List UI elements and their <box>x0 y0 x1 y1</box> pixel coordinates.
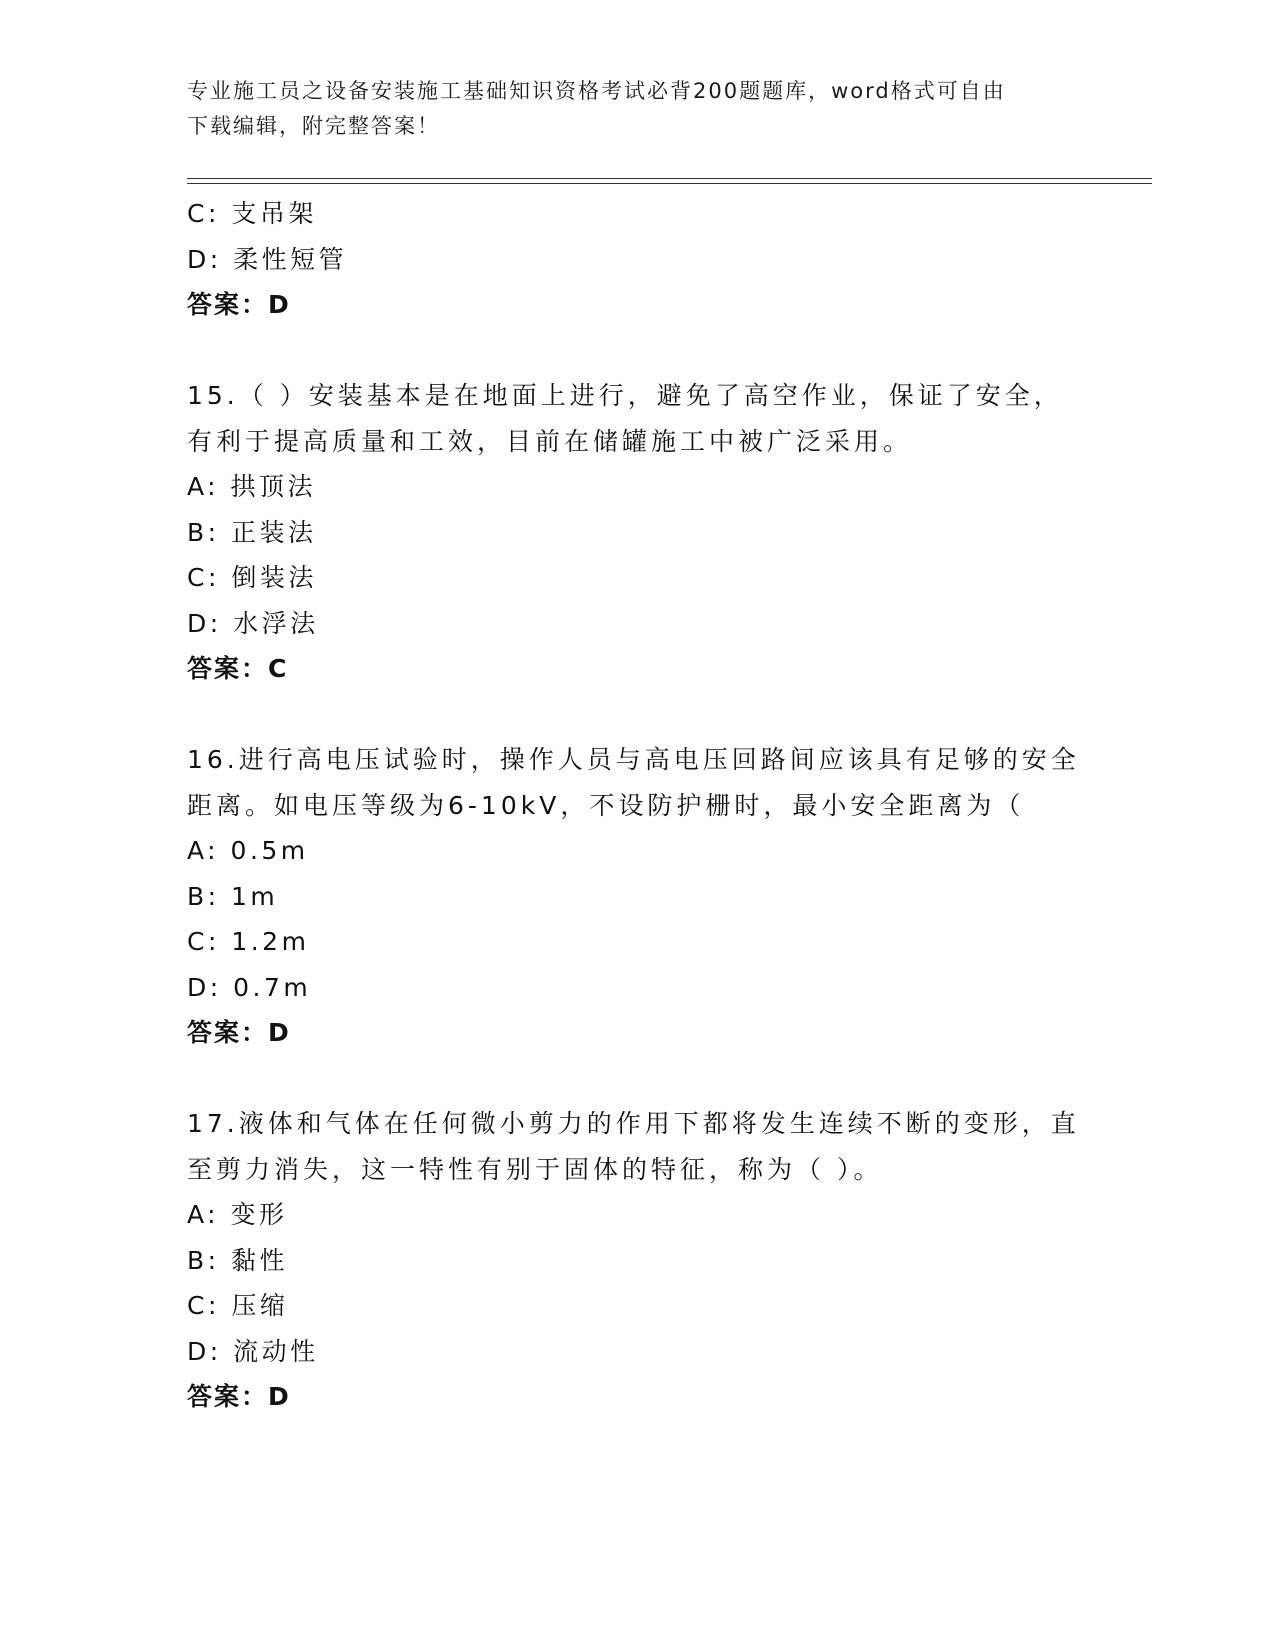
option-d: D: 柔性短管 <box>187 244 348 274</box>
option-d: D: 0.7m <box>187 972 312 1002</box>
question-stem <box>187 373 1087 464</box>
question-stem <box>187 737 1087 828</box>
option-a: A: 拱顶法 <box>187 472 317 501</box>
question-stem-line: 16.进行高电压试验时，操作人员与高电压回路间应该具有足够的安全 <box>187 745 1080 774</box>
header-line-2: 下载编辑，附完整答案！ <box>187 114 440 138</box>
option-d: D: 流动性 <box>187 1336 319 1366</box>
option-c: C: 压缩 <box>187 1291 289 1320</box>
header-line-1: 专业施工员之设备安装施工基础知识资格考试必背200题题库，word格式可自由 <box>187 79 1006 103</box>
question-stem <box>187 1101 1087 1192</box>
question-stem-line: 至剪力消失，这一特性有别于固体的特征，称为（ ）。 <box>187 1154 883 1184</box>
question-16 <box>187 737 1087 1056</box>
option-a: A: 0.5m <box>187 836 309 865</box>
answer: 答案：D <box>187 1018 291 1047</box>
option-c: C: 1.2m <box>187 927 310 956</box>
option-b: B: 正装法 <box>187 517 317 547</box>
question-stem-line: 有利于提高质量和工效，目前在储罐施工中被广泛采用。 <box>187 426 913 456</box>
option-c: C: 支吊架 <box>187 199 317 228</box>
question-17 <box>187 1101 1087 1420</box>
previous-question-tail <box>187 191 1087 328</box>
question-15 <box>187 373 1087 692</box>
document-body <box>187 191 1087 1420</box>
spacer <box>187 692 1087 738</box>
spacer <box>187 328 1087 374</box>
answer: 答案：C <box>187 654 289 683</box>
option-a: A: 变形 <box>187 1200 288 1229</box>
answer: 答案：D <box>187 1382 291 1411</box>
page-header <box>187 74 1067 144</box>
question-stem-line: 17.液体和气体在任何微小剪力的作用下都将发生连续不断的变形，直 <box>187 1109 1080 1138</box>
question-stem-line: 距离。如电压等级为6-10kV，不设防护栅时，最小安全距离为（ <box>187 790 1025 820</box>
option-b: B: 1m <box>187 881 279 911</box>
header-divider <box>187 178 1152 184</box>
spacer <box>187 1056 1087 1102</box>
option-b: B: 黏性 <box>187 1245 289 1275</box>
option-d: D: 水浮法 <box>187 608 319 638</box>
option-c: C: 倒装法 <box>187 563 317 592</box>
question-stem-line: 15.（ ）安装基本是在地面上进行，避免了高空作业，保证了安全， <box>187 381 1063 410</box>
answer: 答案：D <box>187 290 291 319</box>
